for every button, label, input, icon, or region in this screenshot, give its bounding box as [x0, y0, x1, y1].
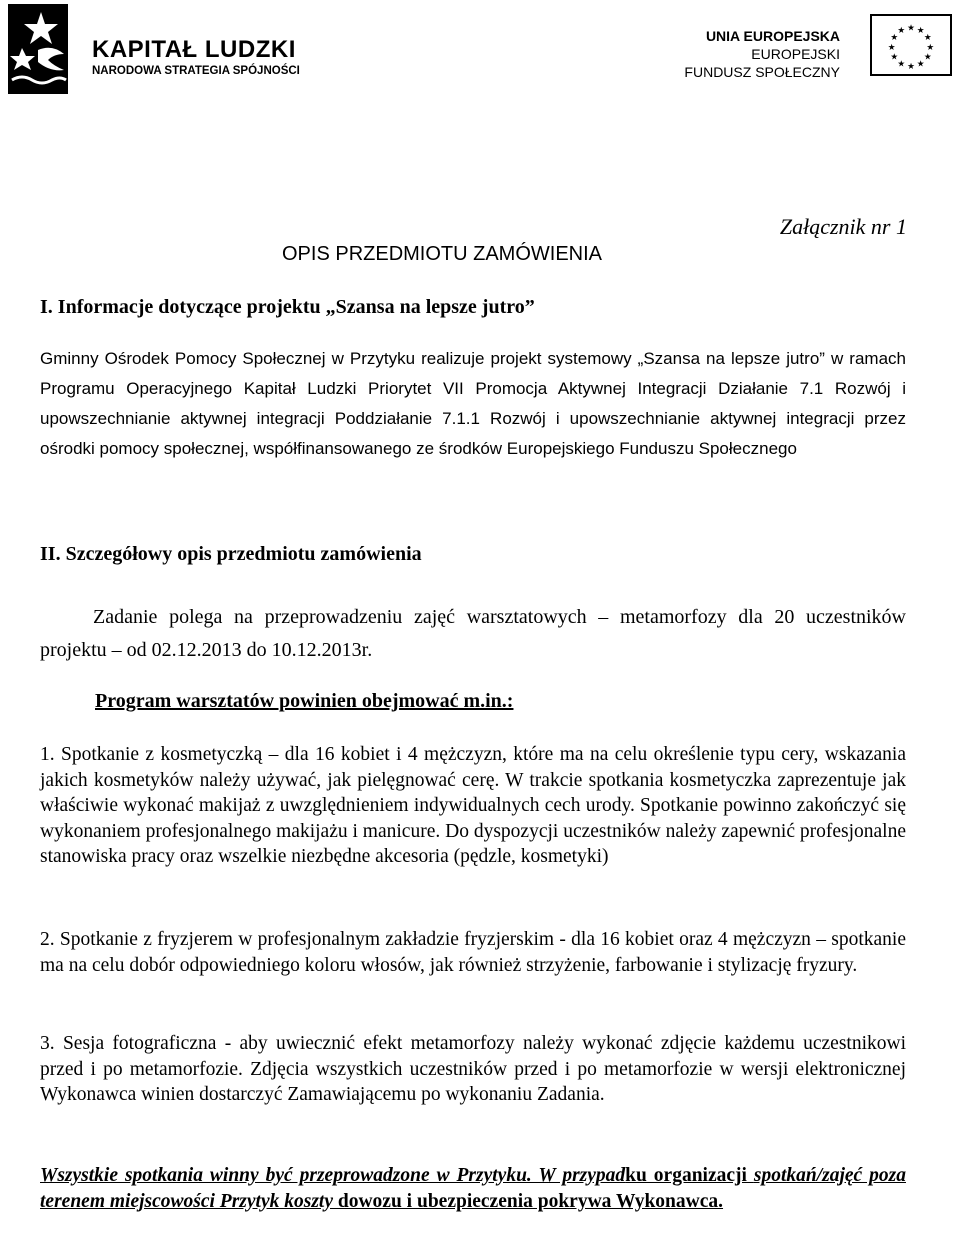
svg-text:★: ★ — [897, 59, 906, 70]
program-item-2: 2. Spotkanie z fryzjerem w profesjonalnym zakładzie fryzjerskim - dla 16 kobiet oraz 4 mężczyzn – spotkanie ma na celu dobór odpowiedniego koloru włosów, jak również strzyżenie, farbowanie i stylizację fryzury. — [40, 929, 906, 976]
svg-text:★: ★ — [923, 52, 932, 63]
kapital-ludzki-emblem-icon — [8, 4, 68, 94]
footer-note-end: dowozu i ubezpieczenia pokrywa Wykonawca. — [333, 1190, 724, 1212]
logo-subtitle: NARODOWA STRATEGIA SPÓJNOŚCI — [92, 65, 300, 77]
svg-text:★: ★ — [916, 59, 925, 70]
eu-logo-line3: FUNDUSZ SPOŁECZNY — [684, 64, 840, 80]
program-item-1: 1. Spotkanie z kosmetyczką – dla 16 kobiet i 4 mężczyzn, które ma na celu określenie typu cery, wskazania jakich kosmetyków należy używać, jak pielęgnować cerę. W trakcie spotkania kosmetyczka zaprezentuje jak właściwie wykonać makijaż z uwzględnieniem indywidualnych cech urody. Spotkanie powinno zakończyć się wykonaniem profesjonalnego makijażu i manicure. Do dyspozycji uczestników należy zapewnić profesjonalne stanowiska pracy oraz wszelkie niezbędne akcesoria (pędzle, kosmetyki) — [40, 744, 906, 867]
svg-text:★: ★ — [907, 62, 915, 73]
eu-logo-line1: UNIA EUROPEJSKA — [705, 28, 840, 44]
section2-heading: II. Szczegółowy opis przedmiotu zamówienia — [40, 543, 422, 565]
kapital-ludzki-logo — [8, 4, 308, 96]
svg-text:★: ★ — [887, 42, 896, 53]
svg-text:★: ★ — [890, 52, 899, 63]
program-heading: Program warsztatów powinien obejmować m.in.: — [95, 690, 514, 712]
svg-text:★: ★ — [926, 42, 935, 53]
task-description: Zadanie polega na przeprowadzeniu zajęć warsztatowych – metamorfozy dla 20 uczestników projektu – od 02.12.2013 do 10.12.2013r. — [40, 606, 906, 661]
annex-label: Załącznik nr 1 — [779, 214, 907, 239]
svg-text:★: ★ — [916, 26, 925, 37]
footer-note — [40, 1163, 906, 1214]
svg-text:★: ★ — [923, 33, 932, 44]
svg-text:★: ★ — [897, 26, 906, 37]
svg-text:★: ★ — [907, 23, 915, 34]
document-title: OPIS PRZEDMIOTU ZAMÓWIENIA — [282, 243, 603, 265]
eu-logo — [684, 14, 952, 90]
logo-title: KAPITAŁ LUDZKI — [92, 36, 296, 63]
eu-flag-icon — [870, 14, 952, 76]
footer-note-italic2: spotkań/zajęć poza terenem miejscowości Przytyk koszty — [40, 1165, 906, 1212]
section1-heading: I. Informacje dotyczące projektu „Szansa na lepsze jutro” — [40, 296, 535, 318]
eu-logo-line2: EUROPEJSKI — [751, 46, 840, 62]
program-item-3: 3. Sesja fotograficzna - aby uwiecznić efekt metamorfozy należy wykonać zdjęcie każdemu uczestnikowi przed i po metamorfozie. Zdjęcia wszystkich uczestników przed i po metamorfozie w wersji elektronicznej Wykonawca winien dostarczyć Zamawiającemu po wykonaniu Zadania. — [40, 1033, 906, 1105]
svg-text:★: ★ — [890, 33, 899, 44]
footer-note-italic: Wszystkie spotkania winny być przeprowadzone w Przytyku. W przypad — [40, 1165, 626, 1186]
section1-body: Gminny Ośrodek Pomocy Społecznej w Przytyku realizuje projekt systemowy „Szansa na lepsze jutro” w ramach Programu Operacyjnego Kapitał Ludzki Priorytet VII Promocja Aktywnej Integracji Działanie 7.1 Rozwój i upowszechnianie aktywnej integracji Poddziałanie 7.1.1 Rozwój i upowszechnianie aktywnej integracji przez ośrodki pomocy społecznej, współfinansowanego ze środków Europejskiego Funduszu Społecznego — [40, 349, 906, 458]
footer-note-mid: ku organizacji — [625, 1165, 754, 1186]
